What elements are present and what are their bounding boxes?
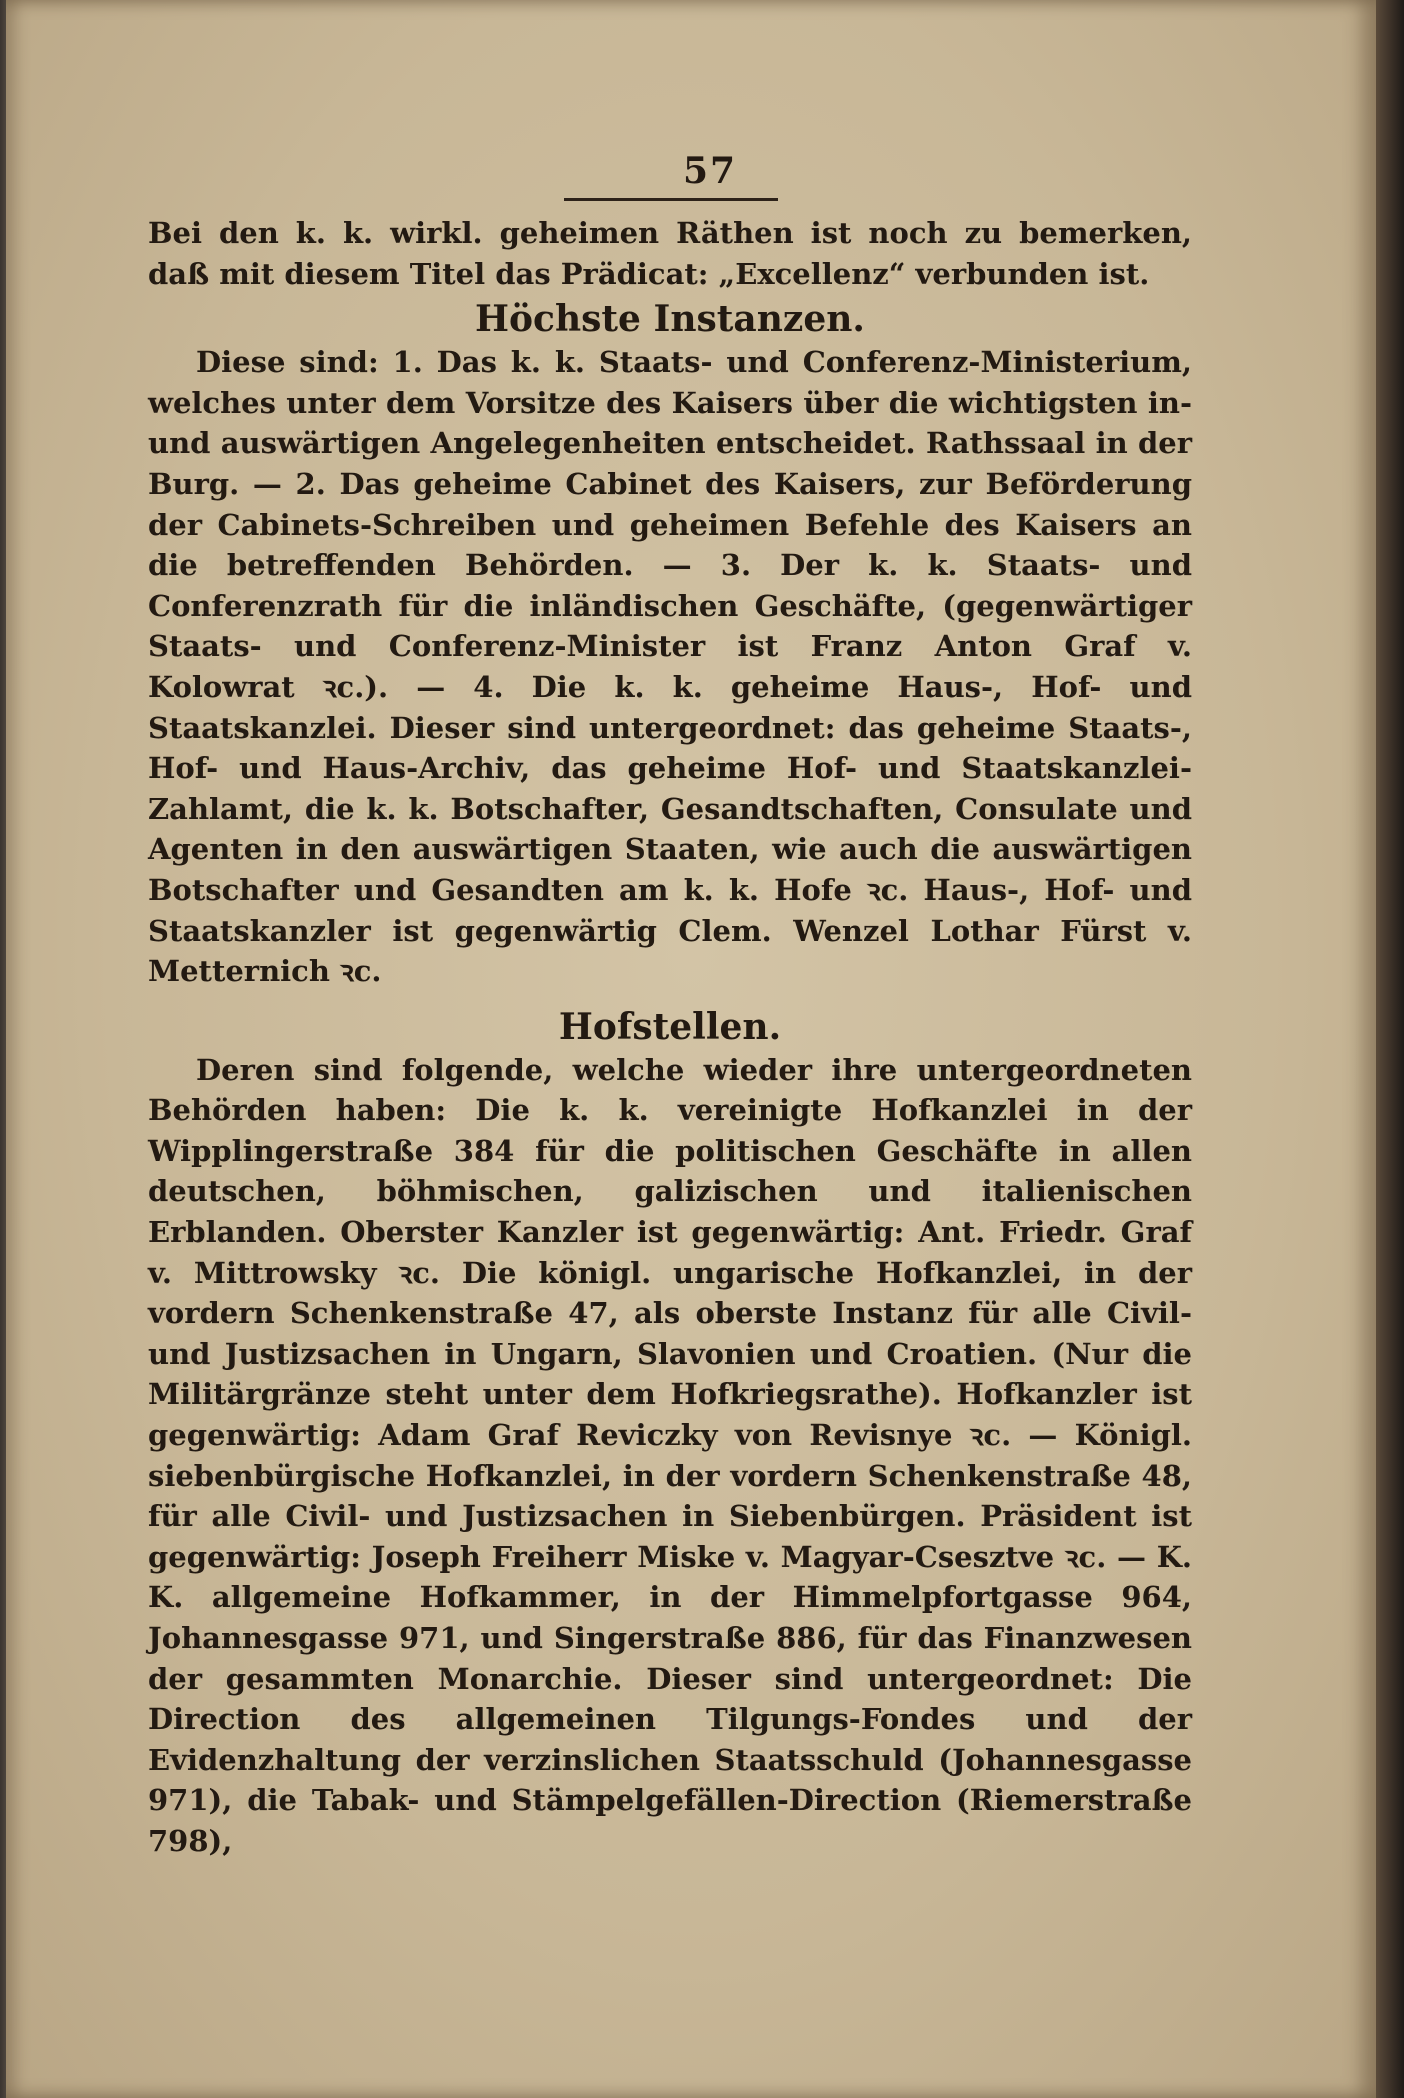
page-content xyxy=(148,150,1192,1862)
book-page xyxy=(6,0,1376,2098)
section-heading-hofstellen: Hofstellen. xyxy=(558,1005,782,1048)
intro-paragraph: Bei den k. k. wirkl. geheimen Räthen ist noch zu bemerken, daß mit diesem Titel das Prädicat: „Excellenz“ verbunden ist. xyxy=(148,216,1192,291)
header-rule xyxy=(564,198,778,201)
section-body-hofstellen: Deren sind folgende, welche wieder ihre untergeordneten Behörden haben: Die k. k. vereinigte Hofkanzlei in der Wipplingerstraße 384 für die politischen Geschäfte in allen deutschen, böhmischen, galizischen und italienischen Erblanden. Oberster Kanzler ist gegenwärtig: Ant. Friedr. Graf v. Mittrowsky ꝛc. Die königl. ungarische Hofkanzlei, in der vordern Schenkenstraße 47, als oberste Instanz für alle Civil- und Justizsachen in Ungarn, Slavonien und Croatien. (Nur die Militärgränze steht unter dem Hofkriegsrathe). Hofkanzler ist gegenwärtig: Adam Graf Reviczky von Revisnye ꝛc. — Königl. siebenbürgische Hofkanzlei, in der vordern Schenkenstraße 48, für alle Civil- und Justizsachen in Siebenbürgen. Präsident ist gegenwärtig: Joseph Freiherr Miske v. Magyar-Csesztve ꝛc. — K. K. allgemeine Hofkammer, in der Himmelpfortgasse 964, Johannesgasse 971, und Singerstraße 886, für das Finanzwesen der gesammten Monarchie. Dieser sind untergeordnet: Die Direction des allgemeinen Tilgungs-Fondes und der Evidenzhaltung der verzinslichen Staatsschuld (Johannesgasse 971), die Tabak- und Stämpelgefällen-Direction (Riemerstraße 798), xyxy=(148,1052,1192,1858)
page-fore-edge xyxy=(1376,0,1404,2098)
section-heading-hoechste-instanzen: Höchste Instanzen. xyxy=(475,298,865,341)
page-number: 57 xyxy=(682,150,738,192)
section-body-hoechste-instanzen: Diese sind: 1. Das k. k. Staats- und Conferenz-Ministerium, welches unter dem Vorsitze des Kaisers über die wichtigsten in- und auswärtigen Angelegenheiten entscheidet. Rathssaal in der Burg. — 2. Das geheime Cabinet des Kaisers, zur Beförderung der Cabinets-Schreiben und geheimen Befehle des Kaisers an die betreffenden Behörden. — 3. Der k. k. Staats- und Conferenzrath für die inländischen Geschäfte, (gegenwärtiger Staats- und Conferenz-Minister ist Franz Anton Graf v. Kolowrat ꝛc.). — 4. Die k. k. geheime Haus-, Hof- und Staatskanzlei. Dieser sind untergeordnet: das geheime Staats-, Hof- und Haus-Archiv, das geheime Hof- und Staatskanzlei-Zahlamt, die k. k. Botschafter, Gesandtschaften, Consulate und Agenten in den auswärtigen Staaten, wie auch die auswärtigen Botschafter und Gesandten am k. k. Hofe ꝛc. Haus-, Hof- und Staatskanzler ist gegenwärtig Clem. Wenzel Lothar Fürst v. Metternich ꝛc. xyxy=(148,345,1192,989)
